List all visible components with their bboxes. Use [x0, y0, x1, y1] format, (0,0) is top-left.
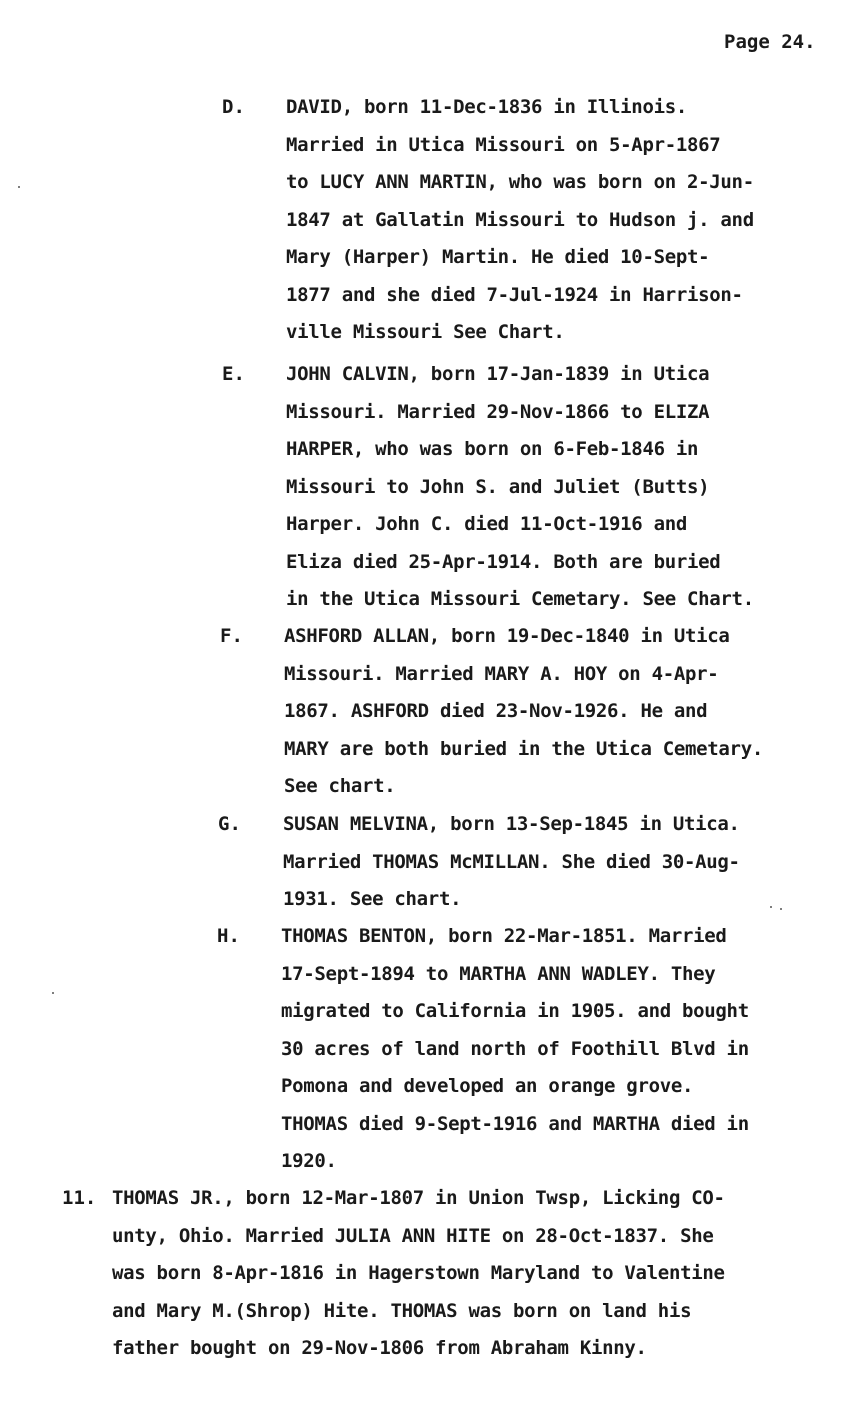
- text-line: JOHN CALVIN, born 17-Jan-1839 in Utica: [286, 363, 710, 385]
- text-line: Eliza died 25-Apr-1914. Both are buried: [286, 550, 721, 573]
- text-line: Mary (Harper) Martin. He died 10-Sept-: [286, 246, 710, 268]
- text-line: Married THOMAS McMILLAN. She died 30-Aug-: [283, 850, 740, 873]
- scan-speck: [52, 992, 54, 994]
- text-line: See chart.: [284, 775, 396, 797]
- text-line: unty, Ohio. Married JULIA ANN HITE on 28-Oct-1837. She: [112, 1224, 714, 1247]
- text-line: migrated to California in 1905. and bought: [281, 1000, 749, 1022]
- text-line: was born 8-Apr-1816 in Hagerstown Maryland to Valentine: [112, 1262, 725, 1284]
- text-line: 1920.: [281, 1150, 337, 1172]
- entry-text: [283, 806, 740, 919]
- entry-text: [112, 1180, 725, 1368]
- text-line: 17-Sept-1894 to MARTHA ANN WADLEY. They: [281, 962, 716, 985]
- scan-speck: [18, 186, 20, 188]
- text-line: Married in Utica Missouri on 5-Apr-1867: [286, 133, 721, 156]
- text-line: Missouri. Married MARY A. HOY on 4-Apr-: [284, 662, 719, 685]
- text-line: father bought on 29-Nov-1806 from Abraham Kinny.: [112, 1337, 647, 1359]
- text-line: Harper. John C. died 11-Oct-1916 and: [286, 513, 688, 535]
- text-line: 1847 at Gallatin Missouri to Hudson j. and: [286, 208, 754, 231]
- entry-marker: F.: [220, 625, 243, 647]
- text-line: THOMAS BENTON, born 22-Mar-1851. Married: [281, 925, 727, 947]
- text-line: THOMAS died 9-Sept-1916 and MARTHA died in: [281, 1112, 749, 1135]
- text-line: and Mary M.(Shrop) Hite. THOMAS was born on land his: [112, 1299, 692, 1322]
- text-line: Missouri to John S. and Juliet (Butts): [286, 475, 710, 498]
- text-line: to LUCY ANN MARTIN, who was born on 2-Jun-: [286, 171, 754, 193]
- entry-text: [286, 89, 754, 352]
- scan-speck: [780, 908, 782, 910]
- entry-text: [286, 356, 754, 619]
- text-line: DAVID, born 11-Dec-1836 in Illinois.: [286, 96, 688, 118]
- text-line: Missouri. Married 29-Nov-1866 to ELIZA: [286, 400, 710, 423]
- entry-marker: D.: [222, 96, 245, 118]
- page-number: Page 24.: [724, 31, 816, 53]
- text-line: in the Utica Missouri Cemetary. See Chart.: [286, 588, 754, 610]
- text-line: Pomona and developed an orange grove.: [281, 1075, 694, 1097]
- text-line: THOMAS JR., born 12-Mar-1807 in Union Twsp, Licking CO-: [112, 1187, 725, 1209]
- scan-speck: [770, 906, 772, 908]
- text-line: MARY are both buried in the Utica Cemetary.: [284, 737, 763, 760]
- text-line: ASHFORD ALLAN, born 19-Dec-1840 in Utica: [284, 625, 730, 647]
- entry-text: [281, 918, 749, 1181]
- text-line: 1867. ASHFORD died 23-Nov-1926. He and: [284, 700, 708, 722]
- text-line: 1877 and she died 7-Jul-1924 in Harrison-: [286, 283, 743, 306]
- entry-marker: G.: [218, 813, 241, 835]
- text-line: 1931. See chart.: [283, 888, 462, 910]
- text-line: ville Missouri See Chart.: [286, 321, 565, 343]
- text-line: SUSAN MELVINA, born 13-Sep-1845 in Utica.: [283, 813, 740, 835]
- entry-marker: 11.: [62, 1187, 97, 1209]
- entry-text: [284, 618, 763, 806]
- text-line: 30 acres of land north of Foothill Blvd in: [281, 1037, 749, 1060]
- entry-marker: E.: [222, 363, 245, 385]
- entry-marker: H.: [217, 925, 240, 947]
- text-line: HARPER, who was born on 6-Feb-1846 in: [286, 438, 699, 460]
